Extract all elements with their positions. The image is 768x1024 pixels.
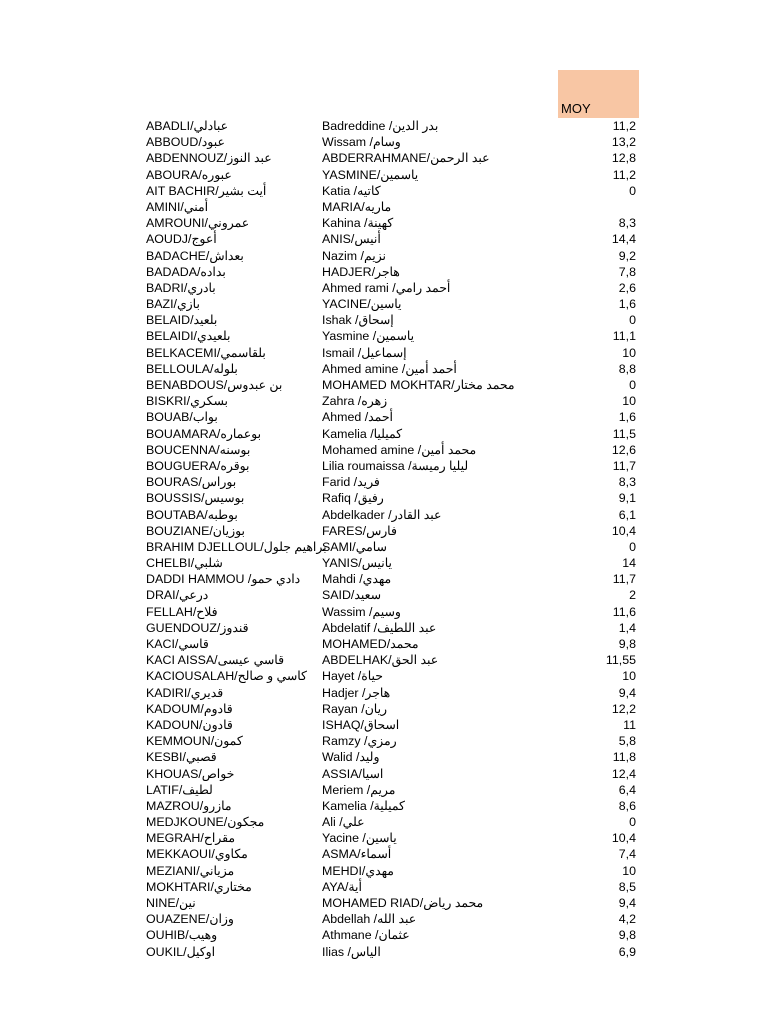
- last-name-cell: OUAZENE/وزان: [146, 912, 234, 927]
- last-name-cell: NINE/نين: [146, 896, 196, 910]
- table-row: [0, 523, 768, 539]
- first-name-cell: ABDELHAK/عبد الحق: [322, 653, 439, 668]
- last-name-cell: BADACHE/بعداش: [146, 248, 244, 263]
- first-name-cell: Katia /كاتيه: [322, 183, 381, 198]
- last-name-cell: KADOUM/قادوم: [146, 701, 233, 716]
- table-row: [0, 442, 768, 458]
- table-row: [0, 490, 768, 506]
- first-name-cell: Rafiq /رفيق: [322, 491, 384, 506]
- moy-cell: 14,4: [611, 232, 636, 247]
- moy-cell: 8,3: [618, 475, 636, 490]
- first-name-cell: MARIA/ماريه: [322, 199, 392, 214]
- table-row: [0, 911, 768, 927]
- last-name-cell: BOURAS/بوراس: [146, 475, 237, 490]
- first-name-cell: ASSIA/اسيا: [322, 766, 384, 781]
- moy-cell: 7,4: [618, 847, 636, 862]
- table-row: [0, 328, 768, 344]
- first-name-cell: Hayet /حياة: [322, 669, 383, 684]
- moy-cell: 7,8: [618, 264, 636, 279]
- last-name-cell: ABBOUD/عبود: [146, 135, 225, 150]
- last-name-cell: DADDI HAMMOU /دادي حمو: [146, 572, 301, 587]
- last-name-cell: MAZROU/مازرو: [146, 798, 232, 813]
- table-row: [0, 766, 768, 782]
- table-row: [0, 895, 768, 911]
- table-row: [0, 846, 768, 862]
- last-name-cell: FELLAH/فلاح: [146, 604, 218, 619]
- table-row: [0, 134, 768, 150]
- first-name-cell: Yacine /ياسين: [322, 831, 397, 846]
- last-name-cell: BADADA/بداده: [146, 264, 226, 279]
- first-name-cell: Wassim /وسيم: [322, 604, 401, 619]
- moy-cell: 2,6: [618, 280, 636, 295]
- first-name-cell: ISHAQ/اسحاق: [322, 717, 400, 732]
- table-row: [0, 620, 768, 636]
- last-name-cell: GUENDOUZ/قندوز: [146, 620, 249, 635]
- first-name-cell: Mahdi /مهدي: [322, 572, 392, 587]
- first-name-cell: Kahina /كهينة: [322, 216, 394, 231]
- table-row: [0, 507, 768, 523]
- first-name-cell: Rayan /ريان: [322, 701, 388, 716]
- first-name-cell: SAID/سعيد: [322, 588, 381, 603]
- last-name-cell: AIT BACHIR/أيت بشير: [146, 183, 267, 198]
- table-row: [0, 474, 768, 490]
- table-row: [0, 361, 768, 377]
- table-row: [0, 927, 768, 943]
- last-name-cell: KACI/قاسي: [146, 637, 209, 651]
- first-name-cell: Lilia roumaissa /ليليا رميسة: [322, 458, 469, 473]
- first-name-cell: YACINE/ياسين: [322, 297, 402, 312]
- table-row: [0, 167, 768, 183]
- first-name-cell: Meriem /مريم: [322, 782, 396, 797]
- first-name-cell: Abdelkader /عبد القادر: [322, 507, 442, 522]
- table-row: [0, 879, 768, 895]
- moy-cell: 11,55: [605, 653, 636, 668]
- table-row: [0, 199, 768, 215]
- moy-cell: 0: [629, 313, 636, 328]
- last-name-cell: BOUGUERA/بوقره: [146, 458, 250, 473]
- first-name-cell: Yasmine /ياسمين: [322, 329, 415, 344]
- table-row: [0, 798, 768, 814]
- first-name-cell: SAMI/سامي: [322, 539, 387, 554]
- table-row: [0, 296, 768, 312]
- table-row: [0, 814, 768, 830]
- table-row: [0, 248, 768, 264]
- moy-cell: 11,1: [612, 329, 636, 344]
- last-name-cell: AMINI/أمني: [146, 199, 209, 214]
- moy-cell: 14: [622, 556, 636, 571]
- last-name-cell: BISKRI/بسكري: [146, 394, 228, 409]
- moy-cell: 11,8: [612, 750, 636, 765]
- moy-cell: 9,4: [618, 896, 636, 910]
- first-name-cell: Ahmed amine /أحمد أمين: [322, 361, 457, 376]
- first-name-cell: Ali /علي: [322, 815, 365, 830]
- first-name-cell: Hadjer /هاجر: [322, 685, 391, 700]
- first-name-cell: Ahmed rami /أحمد رامي: [322, 280, 451, 295]
- last-name-cell: BELKACEMI/بلقاسمي: [146, 345, 266, 360]
- first-name-cell: Kamelia /كميلية: [322, 798, 405, 813]
- last-name-cell: MOKHTARI/مختاري: [146, 879, 252, 894]
- moy-header-label: MOY: [561, 101, 591, 116]
- table-row: [0, 280, 768, 296]
- moy-cell: 11,5: [612, 426, 636, 441]
- table-row: [0, 215, 768, 231]
- last-name-cell: AMROUNI/عمروني: [146, 216, 250, 231]
- table-row: [0, 863, 768, 879]
- moy-cell: 6,9: [618, 944, 636, 959]
- moy-cell: 8,3: [618, 216, 636, 231]
- last-name-cell: MEZIANI/مزياني: [146, 863, 235, 878]
- last-name-cell: BADRI/بادري: [146, 280, 216, 295]
- first-name-cell: Wissam /وسام: [322, 135, 401, 150]
- first-name-cell: Mohamed amine /محمد أمين: [322, 442, 477, 457]
- table-row: [0, 377, 768, 393]
- last-name-cell: MEDJKOUNE/مجكون: [146, 815, 265, 830]
- last-name-cell: LATIF/لطيف: [146, 782, 213, 797]
- first-name-cell: Nazim /نزيم: [322, 248, 386, 263]
- table-row: [0, 426, 768, 442]
- last-name-cell: MEGRAH/مقراح: [146, 831, 236, 846]
- table-row: [0, 587, 768, 603]
- moy-cell: 0: [629, 539, 636, 554]
- first-name-cell: Ahmed /أحمد: [322, 410, 393, 425]
- table-row: [0, 312, 768, 328]
- moy-cell: 12,2: [611, 701, 636, 716]
- moy-cell: 9,8: [618, 637, 636, 651]
- moy-cell: 9,8: [618, 928, 636, 943]
- last-name-cell: KHOUAS/خواص: [146, 766, 235, 781]
- moy-cell: 0: [629, 378, 636, 392]
- moy-cell: 10: [622, 669, 636, 684]
- first-name-cell: Athmane /عثمان: [322, 928, 410, 943]
- table-row: [0, 393, 768, 409]
- last-name-cell: OUHIB/وهيب: [146, 928, 218, 943]
- moy-cell: 11: [623, 717, 636, 732]
- moy-cell: 5,8: [618, 734, 636, 749]
- table-row: [0, 636, 768, 652]
- last-name-cell: KESBI/قصبي: [146, 750, 217, 765]
- table-row: [0, 345, 768, 361]
- moy-cell: 8,6: [618, 798, 636, 813]
- last-name-cell: KADIRI/قديري: [146, 685, 224, 700]
- table-row: [0, 830, 768, 846]
- first-name-cell: Ilias /الياس: [322, 944, 381, 959]
- last-name-cell: ABADLI/عبادلي: [146, 119, 229, 133]
- moy-cell: 10,4: [611, 831, 636, 846]
- moy-cell: 6,1: [618, 507, 636, 522]
- last-name-cell: KACI AISSA/قاسي عيسى: [146, 653, 284, 668]
- moy-cell: 6,4: [618, 782, 636, 797]
- first-name-cell: Zahra /زهره: [322, 394, 388, 409]
- first-name-cell: ASMA/أسماء: [322, 847, 392, 862]
- first-name-cell: MOHAMED RIAD/محمد رياض: [322, 896, 484, 910]
- moy-cell: 0: [629, 815, 636, 830]
- moy-cell: 9,2: [618, 248, 636, 263]
- first-name-cell: HADJER/هاجر: [322, 264, 400, 279]
- moy-cell: 10,4: [611, 523, 636, 538]
- first-name-cell: Kamelia /كميليا: [322, 426, 403, 441]
- table-row: [0, 782, 768, 798]
- last-name-cell: BELAIDI/بلعيدي: [146, 329, 231, 344]
- first-name-cell: Farid /فريد: [322, 475, 380, 490]
- moy-cell: 12,4: [611, 766, 636, 781]
- table-row: [0, 604, 768, 620]
- moy-cell: 10: [622, 394, 636, 409]
- last-name-cell: OUKIL/اوكيل: [146, 944, 216, 959]
- first-name-cell: MEHDI/مهدي: [322, 863, 394, 878]
- moy-cell: 13,2: [611, 135, 636, 150]
- moy-cell: 8,5: [618, 879, 636, 894]
- table-row: [0, 668, 768, 684]
- table-row: [0, 571, 768, 587]
- table-row: [0, 118, 768, 134]
- moy-cell: 9,4: [618, 685, 636, 700]
- last-name-cell: BOUTABA/بوطبه: [146, 507, 238, 522]
- first-name-cell: Walid /وليد: [322, 750, 380, 765]
- moy-cell: 2: [629, 588, 636, 603]
- moy-cell: 10: [622, 345, 636, 360]
- last-name-cell: BELLOULA/بلوله: [146, 361, 238, 376]
- table-row: [0, 539, 768, 555]
- first-name-cell: AYA/أية: [322, 879, 362, 894]
- table-row: [0, 701, 768, 717]
- table-row: [0, 458, 768, 474]
- moy-cell: 11,7: [612, 572, 636, 587]
- last-name-cell: AOUDJ/أعوج: [146, 232, 217, 247]
- table-row: [0, 150, 768, 166]
- moy-cell: 8,8: [618, 361, 636, 376]
- table-row: [0, 231, 768, 247]
- last-name-cell: ABDENNOUZ/عبد النوز: [146, 151, 272, 166]
- table-row: [0, 555, 768, 571]
- first-name-cell: FARES/فارس: [322, 523, 397, 538]
- table-row: [0, 749, 768, 765]
- moy-cell: 10: [622, 863, 636, 878]
- moy-cell: 4,2: [618, 912, 636, 927]
- last-name-cell: MEKKAOUI/مكاوي: [146, 847, 248, 862]
- last-name-cell: KEMMOUN/كمون: [146, 734, 243, 749]
- first-name-cell: Abdellah /عبد الله: [322, 912, 417, 927]
- moy-cell: 1,6: [618, 297, 636, 312]
- last-name-cell: KADOUN/قادون: [146, 717, 233, 732]
- first-name-cell: Ramzy /رمزي: [322, 734, 397, 749]
- last-name-cell: BENABDOUS/بن عبدوس: [146, 378, 283, 392]
- moy-cell: 1,6: [618, 410, 636, 425]
- moy-column-header: [558, 70, 639, 118]
- moy-cell: 12,6: [611, 442, 636, 457]
- last-name-cell: BAZI/بازي: [146, 297, 200, 312]
- first-name-cell: YASMINE/ياسمين: [322, 167, 419, 182]
- table-row: [0, 409, 768, 425]
- last-name-cell: KACIOUSALAH/كاسي و صالح: [146, 669, 307, 684]
- last-name-cell: DRAI/درعي: [146, 588, 209, 603]
- last-name-cell: BOUZIANE/بوزيان: [146, 523, 245, 538]
- table-row: [0, 685, 768, 701]
- last-name-cell: BELAID/بلعيد: [146, 313, 218, 328]
- last-name-cell: BOUSSIS/بوسيس: [146, 491, 245, 506]
- moy-cell: 11,2: [612, 167, 636, 182]
- first-name-cell: ABDERRAHMANE/عبد الرحمن: [322, 151, 490, 166]
- last-name-cell: BOUAB/بواب: [146, 410, 218, 425]
- first-name-cell: YANIS/يانيس: [322, 556, 392, 571]
- first-name-cell: ANIS/أنيس: [322, 232, 381, 247]
- first-name-cell: Abdelatif /عبد اللطيف: [322, 620, 437, 635]
- first-name-cell: Badreddine /بدر الدين: [322, 119, 439, 133]
- first-name-cell: Ishak /إسحاق: [322, 313, 394, 328]
- first-name-cell: MOHAMED/محمد: [322, 637, 419, 651]
- moy-cell: 9,1: [618, 491, 636, 506]
- first-name-cell: MOHAMED MOKHTAR/محمد مختار: [322, 378, 515, 392]
- table-row: [0, 183, 768, 199]
- first-name-cell: Ismail /إسماعيل: [322, 345, 407, 360]
- moy-cell: 11,6: [612, 604, 636, 619]
- table-row: [0, 652, 768, 668]
- last-name-cell: ABOURA/عبوره: [146, 167, 232, 182]
- last-name-cell: BOUCENNA/بوسنه: [146, 442, 251, 457]
- table-row: [0, 944, 768, 960]
- last-name-cell: BOUAMARA/بوعماره: [146, 426, 262, 441]
- moy-cell: 12,8: [611, 151, 636, 166]
- student-grades-table: [0, 118, 768, 960]
- moy-cell: 11,2: [612, 119, 636, 133]
- table-row: [0, 733, 768, 749]
- moy-cell: 1,4: [618, 620, 636, 635]
- moy-cell: 11,7: [612, 458, 636, 473]
- last-name-cell: BRAHIM DJELLOUL/براهيم جلول: [146, 539, 327, 554]
- table-row: [0, 717, 768, 733]
- moy-cell: 0: [629, 183, 636, 198]
- last-name-cell: CHELBI/شلبي: [146, 556, 223, 571]
- table-row: [0, 264, 768, 280]
